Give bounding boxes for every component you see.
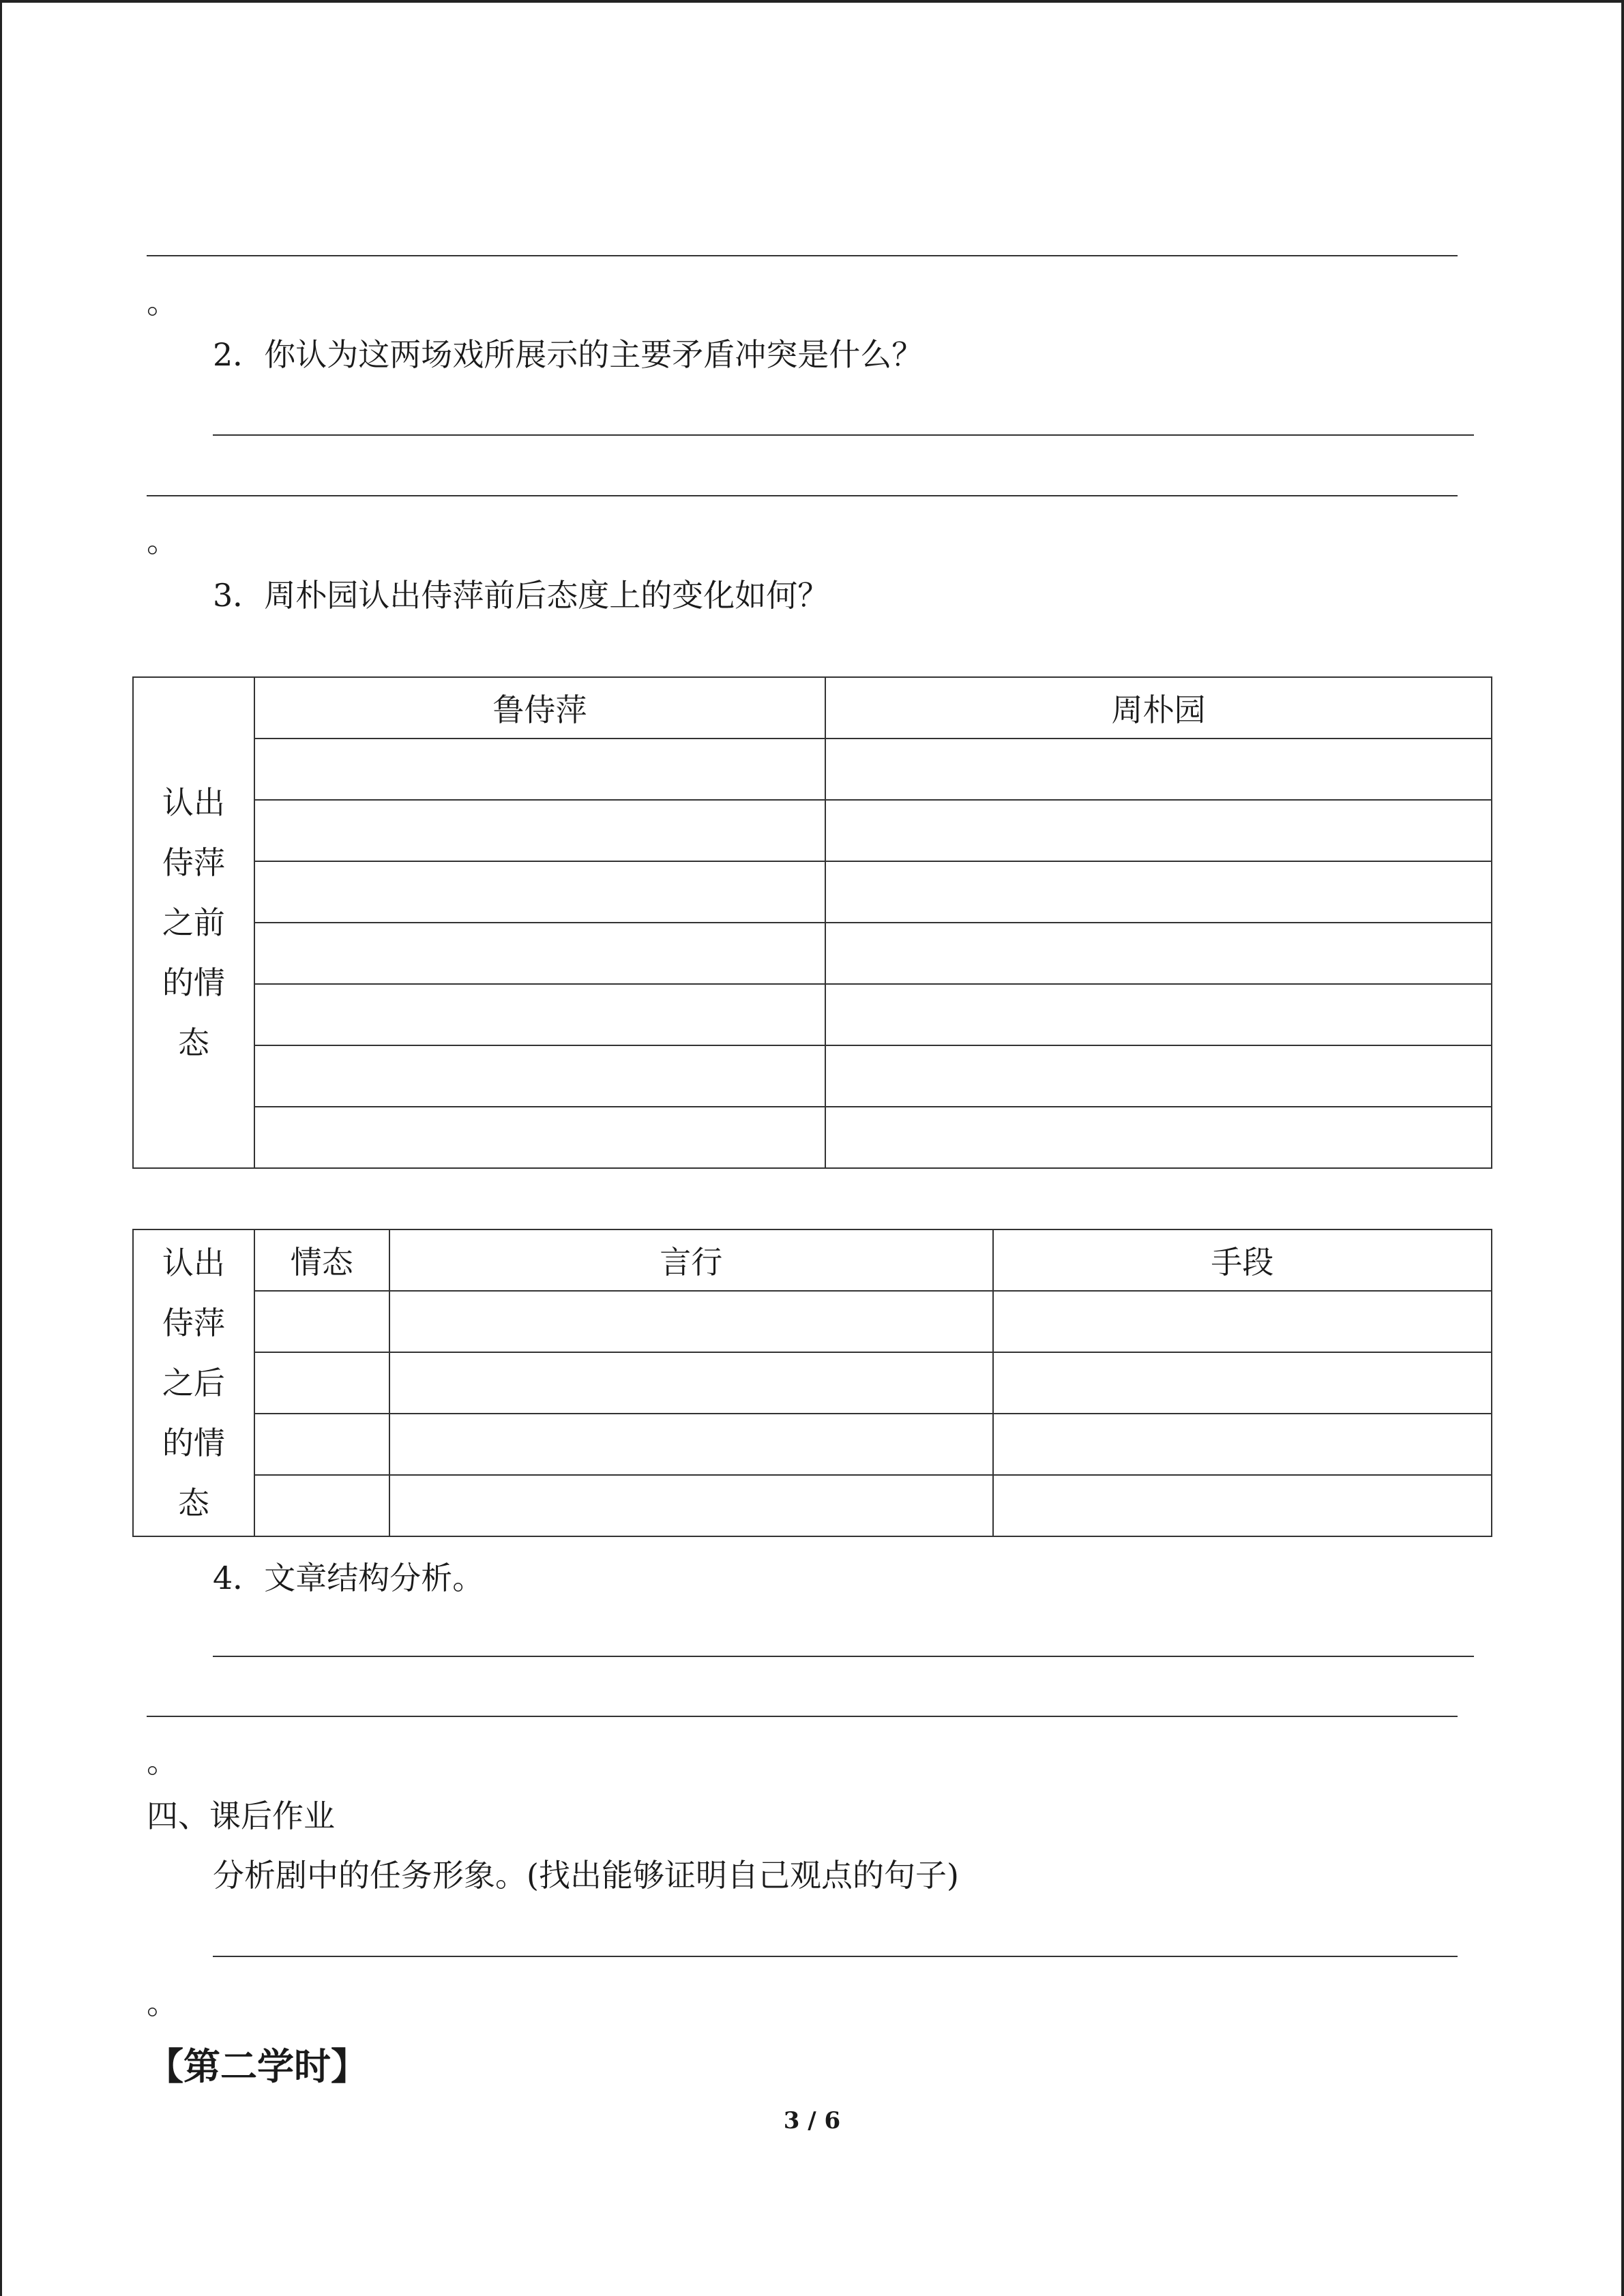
table-cell[interactable] — [254, 739, 825, 800]
table-cell[interactable] — [825, 923, 1492, 984]
table-cell[interactable] — [389, 1414, 993, 1475]
second-period-heading: 【第二学时】 — [147, 2044, 368, 2088]
side-label-before — [133, 677, 254, 1168]
answer-line — [213, 1956, 1458, 1957]
side-label-line: 之前 — [162, 904, 225, 941]
period-mark: 。 — [147, 1743, 178, 1780]
section-4-title: 四、课后作业 — [147, 1798, 335, 1834]
question-3: 3．周朴园认出侍萍前后态度上的变化如何？ — [213, 577, 829, 614]
section-4-task: 分析剧中的任务形象。(找出能够证明自己观点的句子) — [213, 1857, 959, 1894]
page-border-top — [0, 0, 1624, 3]
table-cell[interactable] — [254, 1352, 389, 1414]
column-header-yanxing: 言行 — [389, 1229, 993, 1291]
answer-line — [213, 1656, 1474, 1657]
page-number: 3 / 6 — [783, 2107, 841, 2134]
table-cell[interactable] — [254, 1045, 825, 1107]
column-header-zhou-puyuan: 周朴园 — [825, 677, 1492, 739]
table-cell[interactable] — [254, 1291, 389, 1352]
table-cell[interactable] — [993, 1414, 1492, 1475]
page-border-left — [0, 0, 2, 2296]
answer-line — [147, 1716, 1458, 1717]
period-mark: 。 — [147, 284, 178, 320]
table-before-recognition — [132, 676, 1492, 1169]
table-cell[interactable] — [254, 800, 825, 861]
period-mark: 。 — [147, 1984, 178, 2021]
side-label-line: 的情 — [162, 964, 225, 1001]
table-cell[interactable] — [825, 984, 1492, 1045]
column-header-shouduan: 手段 — [993, 1229, 1492, 1291]
question-2: 2．你认为这两场戏所展示的主要矛盾冲突是什么？ — [213, 336, 924, 373]
period-mark: 。 — [147, 522, 178, 559]
side-label-line: 态 — [177, 1024, 209, 1061]
side-label-line: 的情 — [162, 1425, 225, 1461]
table-cell[interactable] — [825, 861, 1492, 923]
table-cell[interactable] — [254, 923, 825, 984]
table-cell[interactable] — [825, 739, 1492, 800]
side-label-line: 认出 — [162, 1244, 225, 1281]
side-label-line: 态 — [177, 1485, 209, 1521]
table-cell[interactable] — [825, 800, 1492, 861]
table-after-recognition — [132, 1229, 1492, 1537]
answer-line — [213, 434, 1474, 436]
question-4: 4．文章结构分析。 — [213, 1560, 484, 1596]
table-cell[interactable] — [254, 984, 825, 1045]
side-label-line: 之后 — [162, 1365, 225, 1401]
side-label-line: 认出 — [162, 784, 225, 821]
side-label-line: 侍萍 — [162, 844, 225, 881]
side-label-after — [133, 1229, 254, 1536]
column-header-qingtai: 情态 — [254, 1229, 389, 1291]
table-cell[interactable] — [389, 1352, 993, 1414]
table-cell[interactable] — [254, 1475, 389, 1536]
table-cell[interactable] — [254, 1414, 389, 1475]
answer-line — [147, 495, 1458, 496]
table-cell[interactable] — [254, 1107, 825, 1168]
table-cell[interactable] — [825, 1107, 1492, 1168]
table-cell[interactable] — [389, 1291, 993, 1352]
table-cell[interactable] — [993, 1291, 1492, 1352]
table-cell[interactable] — [254, 861, 825, 923]
column-header-lu-shiping: 鲁侍萍 — [254, 677, 825, 739]
page-border-right — [1621, 0, 1624, 2296]
table-cell[interactable] — [389, 1475, 993, 1536]
table-cell[interactable] — [825, 1045, 1492, 1107]
table-cell[interactable] — [993, 1475, 1492, 1536]
table-cell[interactable] — [993, 1352, 1492, 1414]
side-label-line: 侍萍 — [162, 1304, 225, 1341]
answer-line — [147, 255, 1458, 256]
